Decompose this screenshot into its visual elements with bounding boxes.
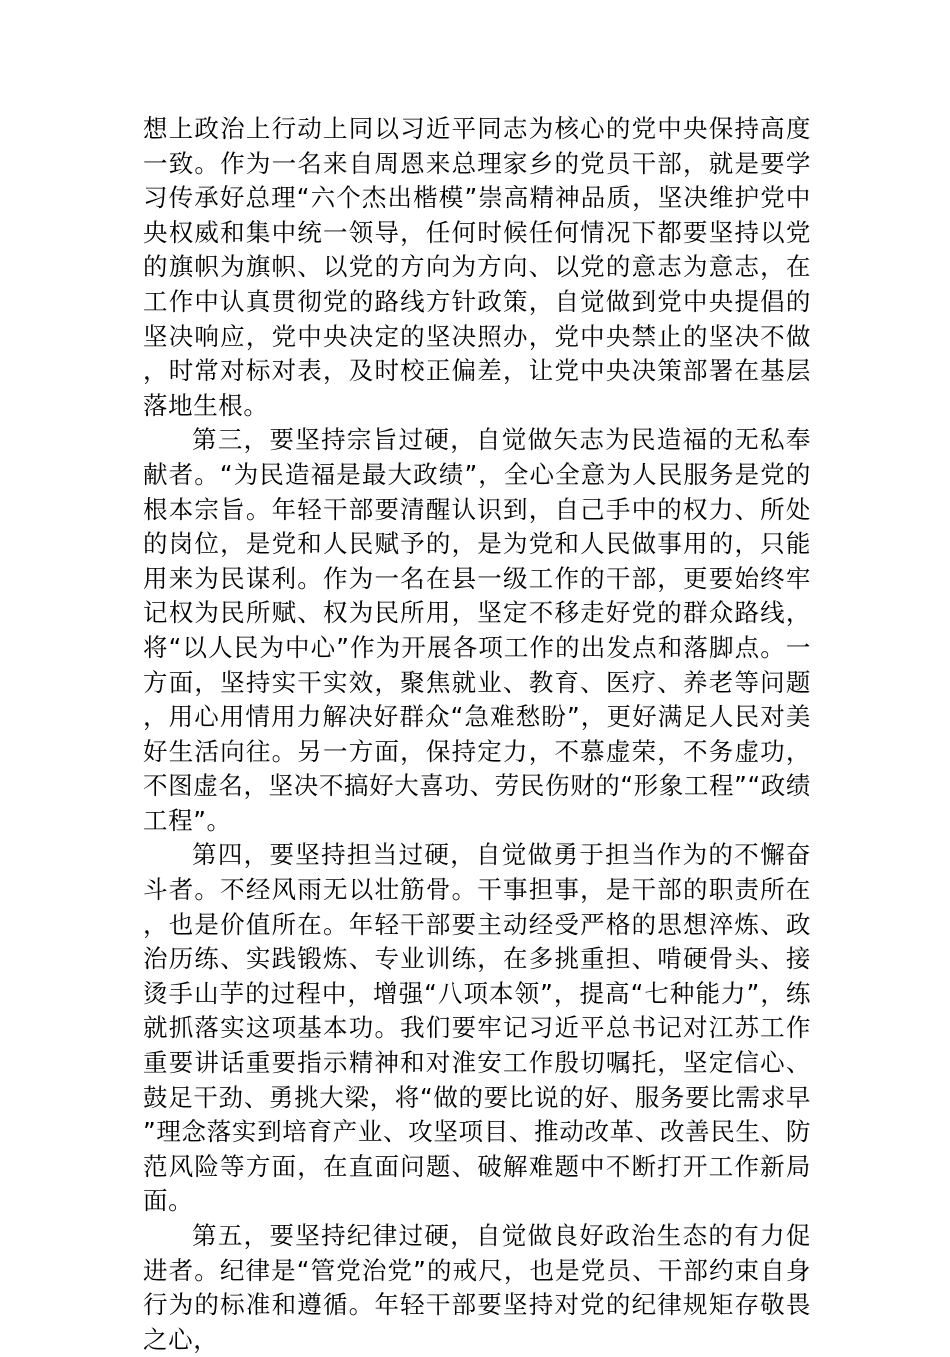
paragraph-fourth-point: 第四，要坚持担当过硬，自觉做勇于担当作为的不懈奋斗者。不经风雨无以壮筋骨。干事担事，是干部的职责所在，也是价值所在。年轻干部要主动经受严格的思想淬炼、政治历练、实践锻炼、专业训练，在多挑重担、啃硬骨头、接烫手山芋的过程中，增强“八项本领”，提高“七种能力”，练就抓落实这项基本功。我们要牢记习近平总书记对江苏工作重要讲话重要指示精神和对淮安工作殷切嘱托，坚定信心、鼓足干劲、勇挑大梁，将“做的要比说的好、服务要比需求早”理念落实到培育产业、攻坚项目、推动改革、改善民生、防范风险等方面，在直面问题、破解难题中不断打开工作新局面。 [143,840,811,1216]
paragraph-third-point: 第三，要坚持宗旨过硬，自觉做矢志为民造福的无私奉献者。“为民造福是最大政绩”，全心全意为人民服务是党的根本宗旨。年轻干部要清醒认识到，自己手中的权力、所处的岗位，是党和人民赋予的，是为党和人民做事用的，只能用来为民谋利。作为一名在县一级工作的干部，更要始终牢记权为民所赋、权为民所用，坚定不移走好党的群众路线，将“以人民为中心”作为开展各项工作的出发点和落脚点。一方面，坚持实干实效，聚焦就业、教育、医疗、养老等问题，用心用情用力解决好群众“急难愁盼”，更好满足人民对美好生活向往。另一方面，保持定力，不慕虚荣，不务虚功，不图虚名，坚决不搞好大喜功、劳民伤财的“形象工程”“政绩工程”。 [143,425,811,835]
paragraph-fifth-point: 第五，要坚持纪律过硬，自觉做良好政治生态的有力促进者。纪律是“管党治党”的戒尺，也是党员、干部约束自身行为的标准和遵循。年轻干部要坚持对党的纪律规矩存敬畏之心， [143,1221,811,1354]
paragraph-continuation: 想上政治上行动上同以习近平同志为核心的党中央保持高度一致。作为一名来自周恩来总理家乡的党员干部，就是要学习传承好总理“六个杰出楷模”崇高精神品质，坚决维护党中央权威和集中统一领导，任何时候任何情况下都要坚持以党的旗帜为旗帜、以党的方向为方向、以党的意志为意志，在工作中认真贯彻党的路线方针政策，自觉做到党中央提倡的坚决响应，党中央决定的坚决照办，党中央禁止的坚决不做，时常对标对表，及时校正偏差，让党中央决策部署在基层落地生根。 [143,114,811,420]
document-body [143,112,811,1357]
